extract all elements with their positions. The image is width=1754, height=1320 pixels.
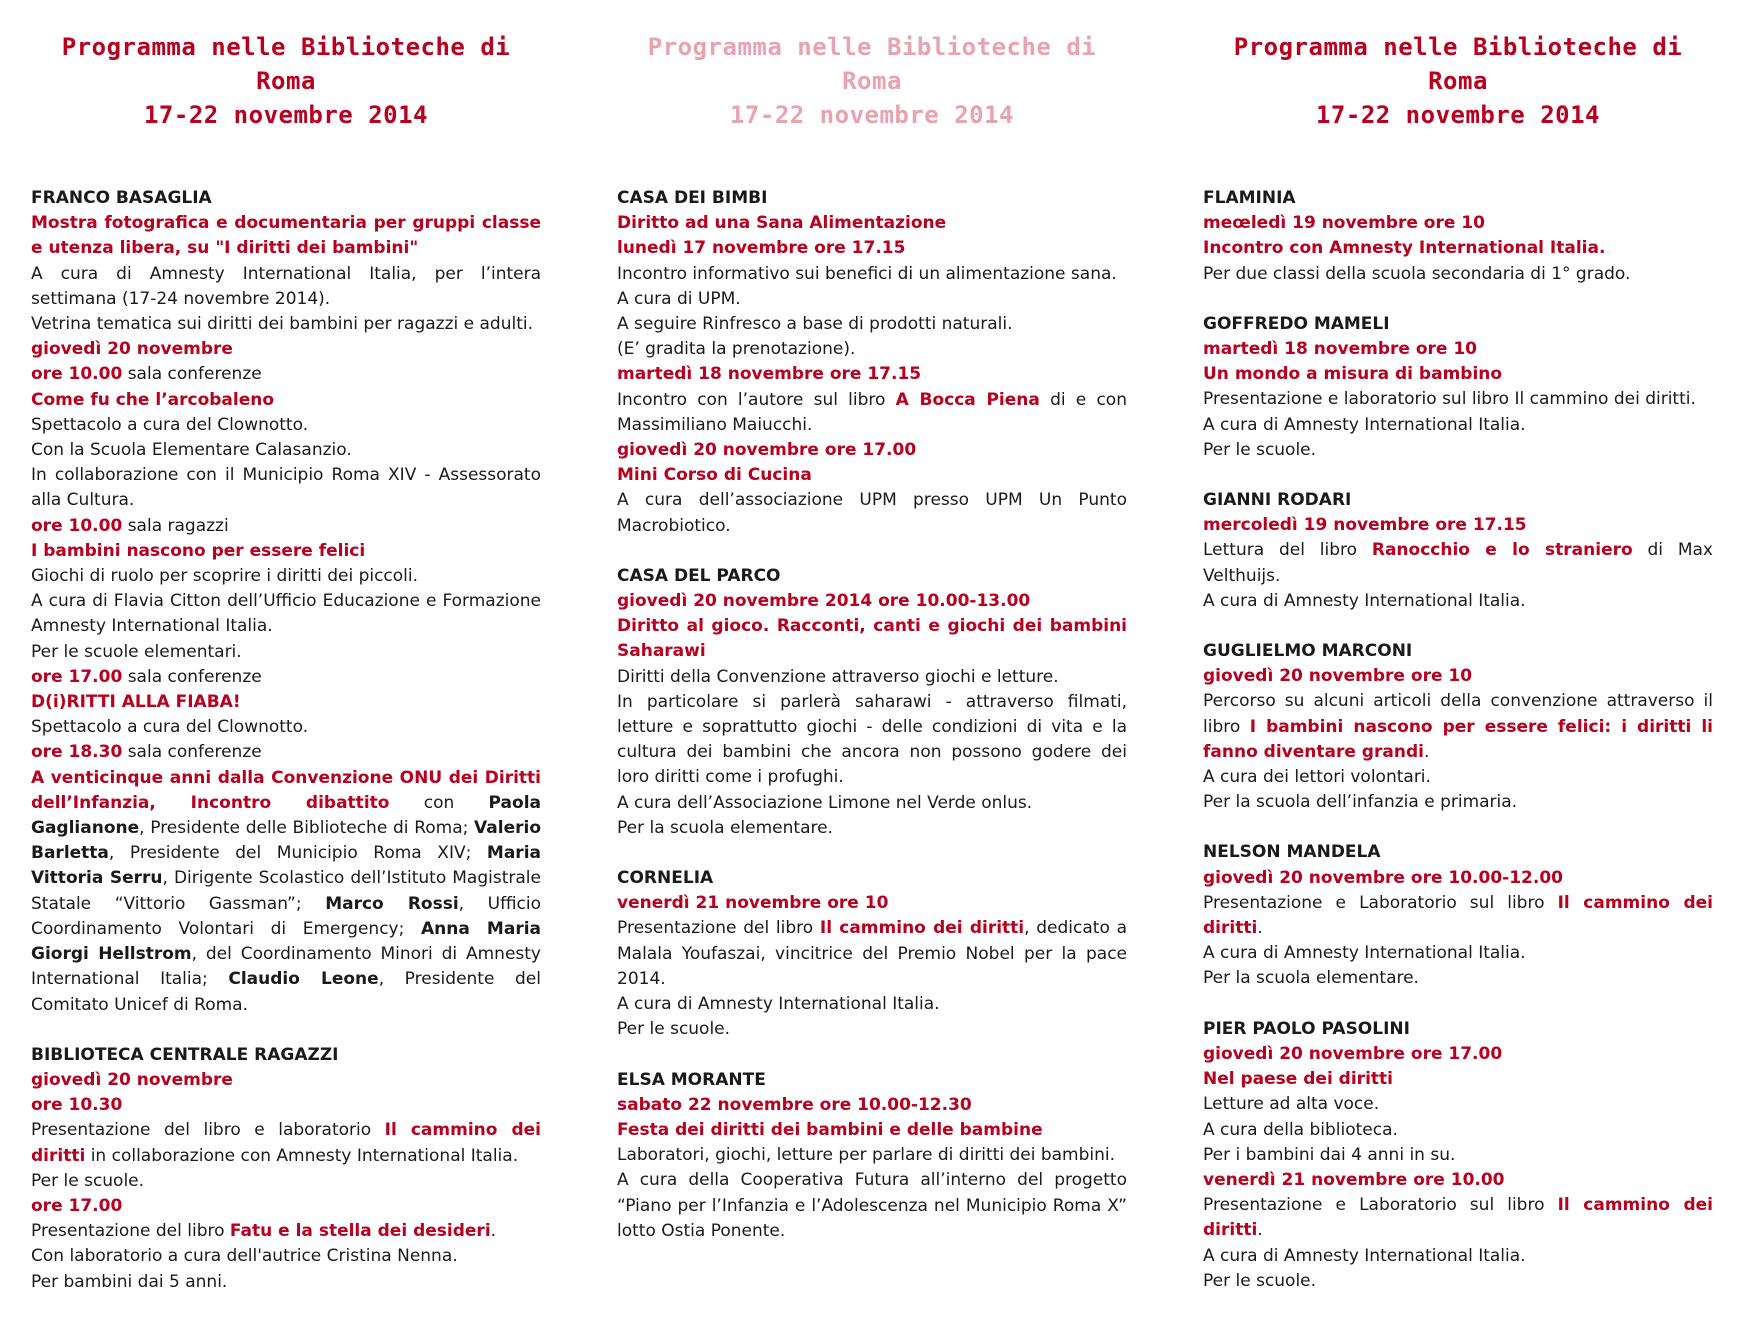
event-line [31,1219,541,1244]
event-line [1203,1067,1713,1092]
library-name: GUGLIELMO MARCONI [1203,641,1413,662]
body-text: in collaborazione con Amnesty International Italia. [85,1145,519,1166]
highlight-text: venerdì 21 novembre ore 10.00 [1203,1169,1505,1190]
event-line [31,1169,541,1194]
body-text: Per la scuola dell’infanzia e primaria. [1203,792,1518,813]
library-section [617,1068,1127,1244]
header-title: Programma nelle Biblioteche di Roma [647,33,1097,95]
body-text: , dedicato a Malala Youfaszai, vincitrice del Premio Nobel per la pace 2014. [617,918,1127,989]
event-line [31,539,541,564]
event-line [617,362,1127,387]
library-section [1203,639,1713,815]
body-text: Laboratori, giochi, letture per parlare di diritti dei bambini. [617,1145,1116,1166]
library-name: BIBLIOTECA CENTRALE RAGAZZI [31,1044,339,1065]
body-text: sala conferenze [122,742,262,763]
body-text: In collaborazione con il Municipio Roma XIV - Assessorato alla Cultura. [31,465,541,511]
body-text: Diritti della Convenzione attraverso giochi e letture. [617,666,1059,687]
body-text: Per bambini dai 5 anni. [31,1271,228,1292]
body-text: Letture ad alta voce. [1203,1094,1380,1115]
highlight-text: ore 18.30 [31,742,123,763]
event-line [31,337,541,362]
event-line [617,690,1127,791]
body-text: Giochi di ruolo per scoprire i diritti dei piccoli. [31,566,419,587]
event-line [1203,1244,1713,1269]
highlight-text: D(i)RITTI ALLA FIABA! [31,692,241,713]
body-text: Per le scuole. [1203,439,1317,460]
body-text: Presentazione e Laboratorio sul libro [1203,892,1558,913]
event-line [617,614,1127,664]
column-3 [1203,30,1713,1319]
body-text: A cura di Amnesty International Italia. [1203,1245,1526,1266]
body-text: Presentazione del libro e laboratorio [31,1120,385,1141]
highlight-text: giovedì 20 novembre [31,339,233,360]
highlight-text: Fatu e la stella dei desideri [229,1221,491,1242]
body-text: di Max Velthuijs. [1203,540,1713,586]
event-line [31,211,541,261]
highlight-text: Il cammino dei diritti [819,918,1025,939]
library-name: GIANNI RODARI [1203,490,1352,511]
event-line [31,564,541,589]
event-line [1203,966,1713,991]
highlight-text: A venticinque anni dalla Convenzione ONU dei Diritti dell’Infanzia, Incontro dibattito [31,767,541,813]
body-text: A cura dell’Associazione Limone nel Verde onlus. [617,792,1033,813]
event-line [31,690,541,715]
page-header [31,30,541,132]
body-text: A cura di Amnesty International Italia. [617,994,940,1015]
event-line [1203,438,1713,463]
event-line [31,589,541,639]
person-name: Marco Rossi [325,893,459,914]
highlight-text: ore 10.00 [31,515,123,536]
body-text: Vetrina tematica sui diritti dei bambini per ragazzi e adulti. [31,314,533,335]
body-text: , Dirigente Scolastico dell’Istituto Magistrale Statale “Vittorio Gassman”; [31,868,541,914]
body-text: A cura di Amnesty International Italia. [1203,943,1526,964]
body-text: A cura della biblioteca. [1203,1119,1398,1140]
body-text: Incontro con l’autore sul libro [617,389,896,410]
body-text: Per i bambini dai 4 anni in su. [1203,1144,1456,1165]
person-name: Paola Gaglianone [31,792,541,839]
highlight-text: Come fu che l’arcobaleno [31,389,275,410]
highlight-text: Il cammino dei diritti [1203,1195,1713,1241]
event-line [1203,1269,1713,1294]
highlight-text: ore 17.00 [31,1195,123,1216]
body-text: Per le scuole. [31,1170,145,1191]
highlight-text: Il cammino dei diritti [1203,892,1713,939]
body-text: Con la Scuola Elementare Calasanzio. [31,440,352,461]
body-text: Per la scuola elementare. [1203,968,1419,989]
event-line [617,665,1127,690]
body-text: A cura della Cooperativa Futura all’interno del progetto “Piano per l’Infanzia e l’Adolescenza nel Municipio Roma X” lotto Ostia Ponente. [617,1170,1127,1241]
body-text: Incontro informativo sui benefici di un alimentazione sana. [617,263,1117,284]
highlight-text: Nel paese dei diritti [1203,1069,1393,1090]
library-name: ELSA MORANTE [617,1069,766,1090]
body-text: A cura di Amnesty International Italia. [1203,414,1526,435]
highlight-text: ore 17.00 [31,666,123,687]
event-line [617,816,1127,841]
person-name: Claudio Leone [228,969,379,990]
event-line [1203,941,1713,966]
body-text: Con laboratorio a cura dell'autrice Cristina Nenna. [31,1246,458,1267]
event-line [617,463,1127,488]
highlight-text: Mini Corso di Cucina [617,465,812,486]
event-line [1203,387,1713,412]
column-2 [617,30,1127,1269]
library-list [31,186,541,1295]
event-line [31,1244,541,1269]
body-text: Per due classi della scuola secondaria di 1° grado. [1203,263,1631,284]
body-text: A cura di Amnesty International Italia. [1203,590,1526,611]
body-text: , Ufficio Coordinamento Volontari di Emergency; [31,893,541,939]
library-name: CASA DEL PARCO [617,565,781,586]
event-line [1203,513,1713,538]
body-text: . [1257,918,1263,939]
event-line [1203,362,1713,387]
event-line [1203,689,1713,765]
library-section [617,564,1127,841]
highlight-text: lunedì 17 novembre ore 17.15 [617,238,906,259]
body-text: A cura di Flavia Citton dell’Ufficio Educazione e Formazione Amnesty International Italia. [31,591,541,637]
event-line [1203,1193,1713,1243]
event-line [31,640,541,665]
body-text: , Presidente delle Biblioteche di Roma; [139,818,475,839]
event-line [617,589,1127,614]
library-list [1203,186,1713,1294]
body-text: A seguire Rinfresco a base di prodotti naturali. [617,314,1013,335]
body-text: . [490,1221,497,1242]
body-text: sala conferenze [122,666,262,687]
event-line [1203,1042,1713,1067]
page-header-faded [617,30,1127,132]
event-line [617,916,1127,992]
body-text: , Presidente del Municipio Roma XIV; [108,843,487,864]
library-section [1203,312,1713,463]
highlight-text: giovedì 20 novembre 2014 ore 10.00-13.00 [617,591,1031,612]
library-section [1203,186,1713,287]
highlight-text: giovedì 20 novembre ore 10 [1203,666,1473,687]
event-line [1203,790,1713,815]
body-text: Presentazione del libro [617,918,820,939]
highlight-text: Il cammino dei diritti [31,1120,541,1166]
library-section [617,866,1127,1042]
event-line [617,1093,1127,1118]
library-name: FLAMINIA [1203,188,1296,208]
event-line [617,438,1127,463]
event-line [1203,538,1713,588]
header-dates: 17-22 novembre 2014 [143,101,429,129]
event-line [617,388,1127,438]
event-line [1203,589,1713,614]
library-section [31,186,541,1018]
body-text: . [1423,741,1430,762]
highlight-text: ore 10.30 [31,1095,123,1116]
highlight-text: I bambini nascono per essere felici: i diritti li fanno diventare grandi [1203,716,1713,762]
event-line [1203,1118,1713,1143]
library-section [31,1043,541,1295]
body-text: Per la scuola elementare. [617,817,833,838]
event-line [31,715,541,740]
highlight-text: Ranocchio e lo straniero [1371,540,1633,561]
event-line [1203,1092,1713,1117]
body-text: Spettacolo a cura del Clownotto. [31,414,309,435]
body-text: di e con Massimiliano Maiucchi. [617,389,1127,435]
event-line [31,262,541,312]
person-name: Anna Maria Giorgi Hellstrom [31,918,541,965]
event-line [1203,866,1713,891]
event-line [31,388,541,413]
body-text: Spettacolo a cura del Clownotto. [31,717,309,738]
event-line [1203,891,1713,941]
event-line [31,514,541,539]
column-1 [31,30,541,1320]
page-header [1203,30,1713,132]
library-section [617,186,1127,539]
body-text: Presentazione e laboratorio sul libro Il cammino dei diritti. [1203,389,1696,410]
body-text: Percorso su alcuni articoli della convenzione attraverso il libro [1203,691,1713,737]
event-line [31,665,541,690]
event-line [31,1270,541,1295]
event-line [1203,765,1713,790]
event-line [31,413,541,438]
body-text: . [1257,1220,1263,1241]
body-text: sala conferenze [122,364,262,385]
event-line [617,337,1127,362]
highlight-text: martedì 18 novembre ore 10 [1203,339,1477,360]
library-section [1203,840,1713,991]
library-name: FRANCO BASAGLIA [31,188,212,208]
person-name: Maria Vittoria Serru [31,843,541,889]
library-name: NELSON MANDELA [1203,842,1381,863]
highlight-text: mercoledì 19 novembre ore 17.15 [1203,515,1527,536]
body-text: , Presidente del Comitato Unicef di Roma. [31,969,541,1015]
highlight-text: Mostra fotografica e documentaria per gruppi classe e utenza libera, su "I diritti dei bambini" [31,213,541,259]
highlight-text: martedì 18 novembre ore 17.15 [617,364,922,385]
highlight-text: Incontro con Amnesty International Italia. [1203,238,1606,259]
highlight-text: ore 10.00 [31,364,123,385]
highlight-text: venerdì 21 novembre ore 10 [617,893,889,914]
event-line [617,791,1127,816]
event-line [617,287,1127,312]
event-line [31,1068,541,1093]
library-name: CASA DEI BIMBI [617,188,768,208]
event-line [1203,262,1713,287]
highlight-text: giovedì 20 novembre ore 17.00 [617,440,917,461]
event-line [31,1118,541,1168]
body-text: In particolare si parlerà saharawi - attraverso filmati, letture e soprattutto giochi - delle condizioni di vita e la cultura dei bambini che ancora non possono godere dei loro diritti come i profughi. [617,691,1127,788]
header-dates: 17-22 novembre 2014 [729,101,1015,129]
event-line [1203,1168,1713,1193]
library-name: PIER PAOLO PASOLINI [1203,1018,1410,1039]
highlight-text: giovedì 20 novembre ore 17.00 [1203,1043,1503,1064]
header-title: Programma nelle Biblioteche di Roma [1233,33,1683,95]
event-line [1203,413,1713,438]
event-line [31,766,541,1018]
highlight-text: giovedì 20 novembre ore 10.00-12.00 [1203,867,1563,888]
event-line [31,438,541,463]
highlight-text: I bambini nascono per essere felici [31,540,366,561]
body-text: con [389,792,489,813]
event-line [617,211,1127,236]
library-section [1203,1017,1713,1294]
body-text: Per le scuole elementari. [31,641,242,662]
event-line [617,1017,1127,1042]
body-text: A cura dei lettori volontari. [1203,767,1431,788]
event-line [31,740,541,765]
library-name: CORNELIA [617,868,714,889]
body-text: Per le scuole. [1203,1270,1317,1291]
highlight-text: Un mondo a misura di bambino [1203,364,1503,385]
highlight-text: meœledì 19 novembre ore 10 [1203,213,1485,234]
event-line [1203,236,1713,261]
library-name: GOFFREDO MAMELI [1203,313,1390,334]
header-title: Programma nelle Biblioteche di Roma [61,33,511,95]
event-line [1203,1143,1713,1168]
event-line [617,236,1127,261]
body-text: Lettura del libro [1203,540,1372,561]
event-line [617,1118,1127,1143]
highlight-text: Festa dei diritti dei bambini e delle bambine [617,1119,1043,1140]
highlight-text: Diritto al gioco. Racconti, canti e giochi dei bambini Saharawi [617,616,1127,662]
body-text: A cura di UPM. [617,288,741,309]
highlight-text: A Bocca Piena [895,389,1040,410]
person-name: Valerio Barletta [31,818,541,864]
event-line [617,312,1127,337]
event-line [1203,211,1713,236]
body-text: (E’ gradita la prenotazione). [617,339,856,360]
event-line [1203,664,1713,689]
event-line [617,1143,1127,1168]
body-text: , del Coordinamento Minori di Amnesty International Italia; [31,944,541,990]
highlight-text: sabato 22 novembre ore 10.00-12.30 [617,1094,972,1115]
event-line [617,1168,1127,1244]
library-section [1203,488,1713,614]
event-line [31,362,541,387]
event-line [31,312,541,337]
body-text: A cura di Amnesty International Italia, per l’intera settimana (17-24 novembre 2014). [31,263,541,309]
highlight-text: giovedì 20 novembre [31,1069,233,1090]
body-text: Presentazione del libro [31,1221,230,1242]
library-list [617,186,1127,1244]
event-line [31,463,541,513]
body-text: Presentazione e Laboratorio sul libro [1203,1195,1558,1216]
event-line [31,1194,541,1219]
body-text: sala ragazzi [122,515,229,536]
event-line [1203,337,1713,362]
body-text: A cura dell’associazione UPM presso UPM Un Punto Macrobiotico. [617,490,1127,536]
header-dates: 17-22 novembre 2014 [1315,101,1601,129]
event-line [617,992,1127,1017]
event-line [617,891,1127,916]
event-line [31,1093,541,1118]
event-line [617,262,1127,287]
event-line [617,488,1127,538]
highlight-text: Diritto ad una Sana Alimentazione [617,213,947,234]
body-text: Per le scuole. [617,1019,731,1040]
